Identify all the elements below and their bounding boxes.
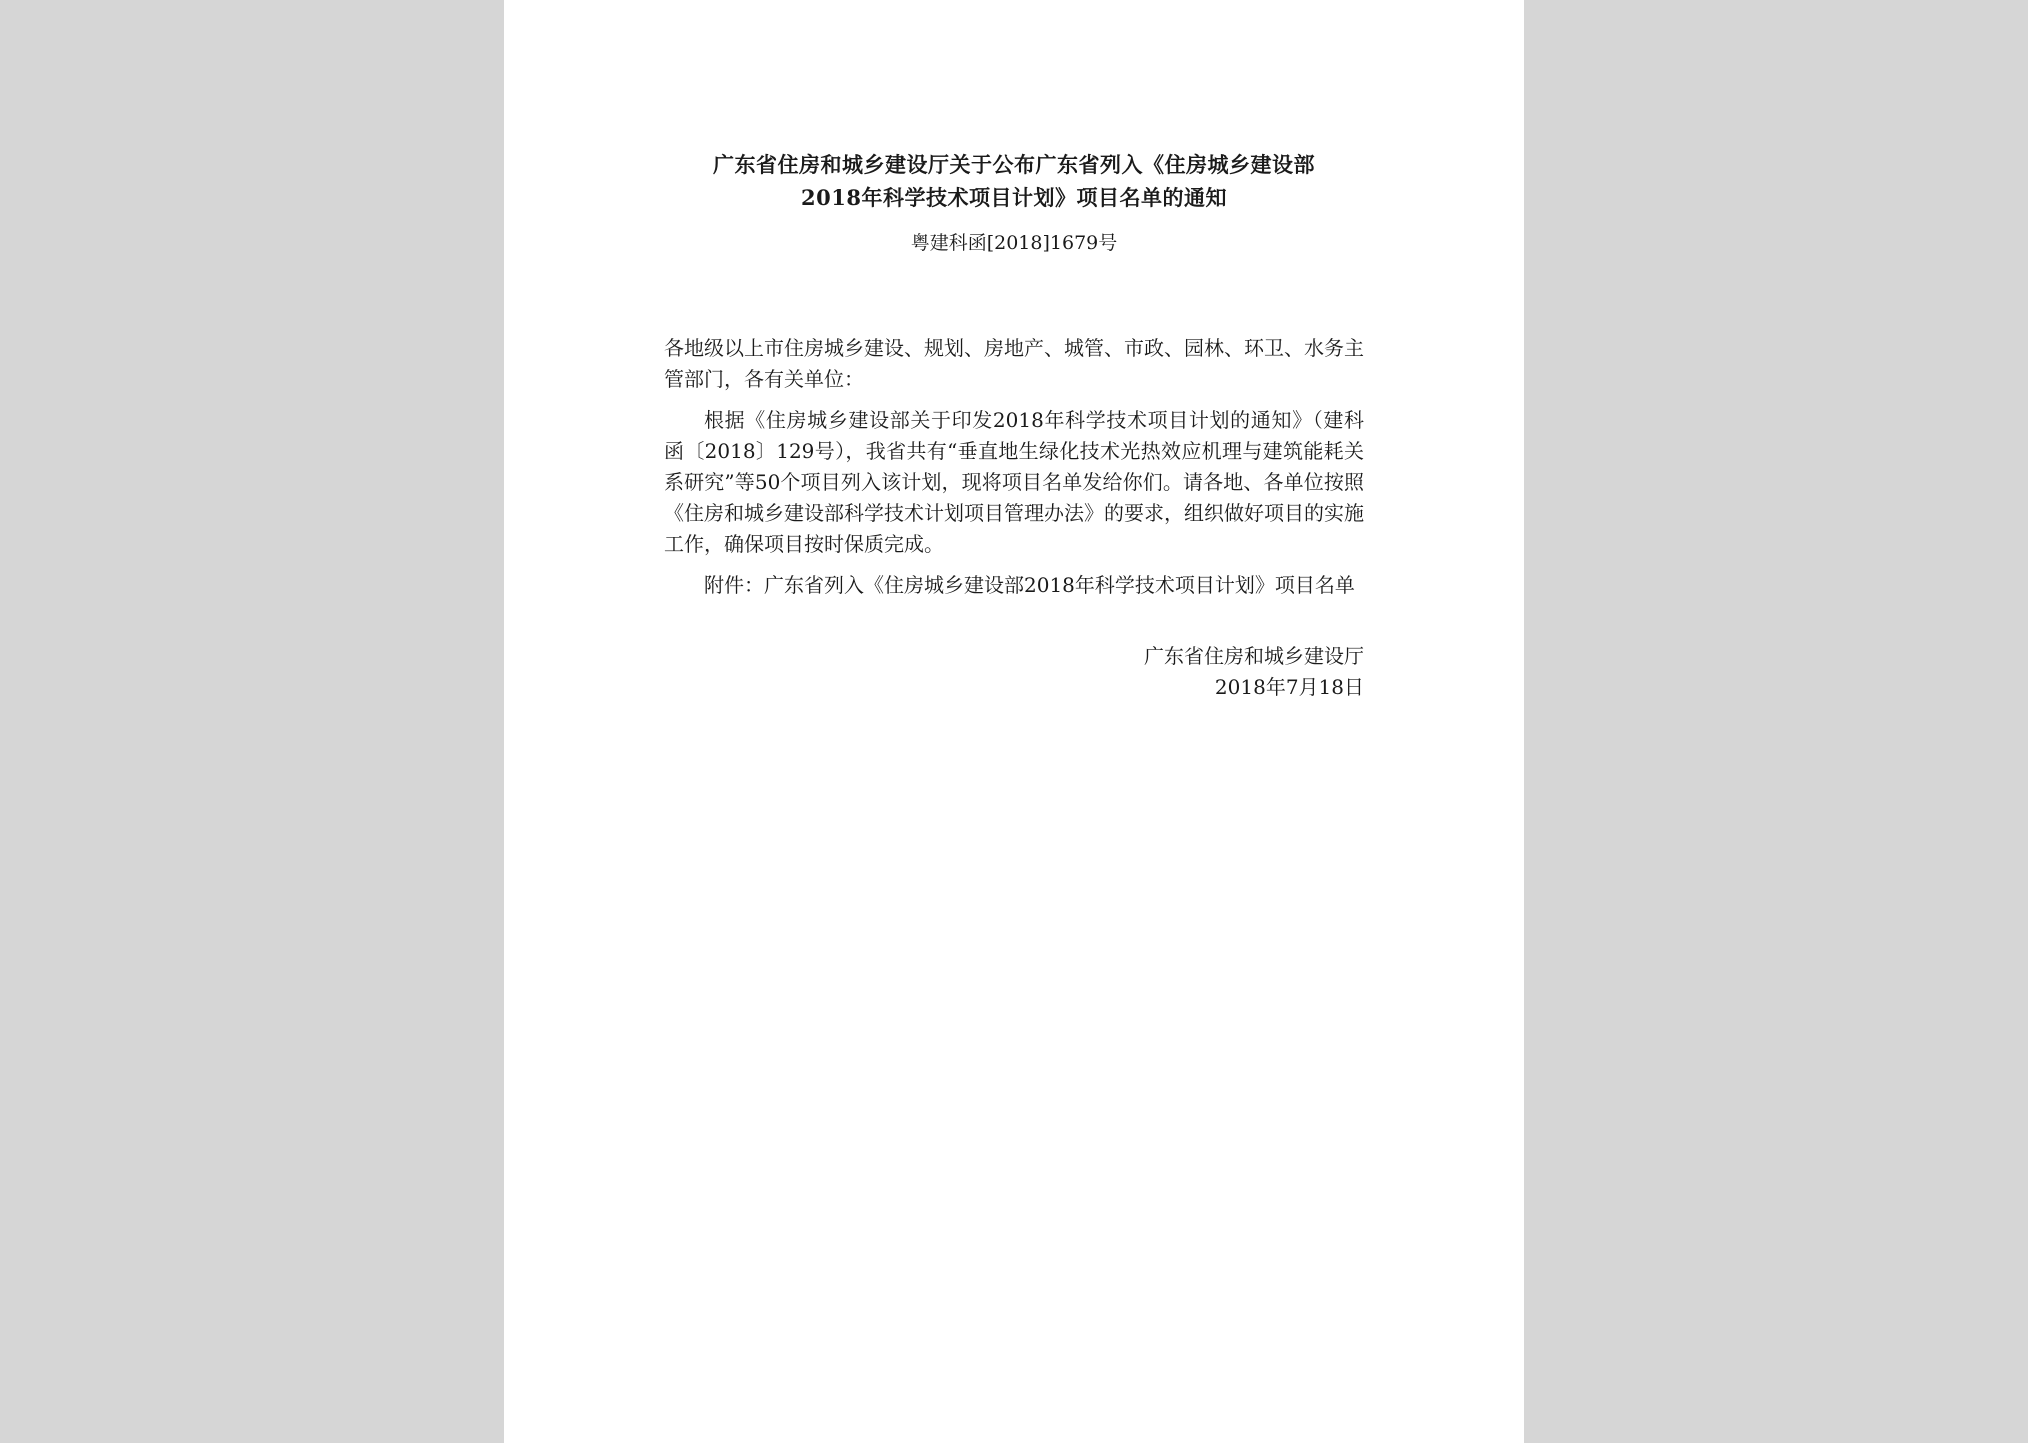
document-content [664,148,1364,703]
title-line-1: 广东省住房和城乡建设厅关于公布广东省列入《住房城乡建设部 [713,152,1315,177]
title-line-2: 2018年科学技术项目计划》项目名单的通知 [801,185,1227,210]
salutation: 各地级以上市住房城乡建设、规划、房地产、城管、市政、园林、环卫、水务主管部门，各有关单位： [664,336,1364,391]
document-title [664,148,1364,214]
body-paragraph: 根据《住房城乡建设部关于印发2018年科学技术项目计划的通知》（建科函〔2018〕129号），我省共有“垂直地生绿化技术光热效应机理与建筑能耗关系研究”等50个项目列入该计划，现将项目名单发给你们。请各地、各单位按照《住房和城乡建设部科学技术计划项目管理办法》的要求，组织做好项目的实施工作，确保项目按时保质完成。 [664,408,1364,556]
document-page [504,0,1524,1443]
signature-block [664,641,1364,703]
attachment-note: 附件：广东省列入《住房城乡建设部2018年科学技术项目计划》项目名单 [704,573,1355,597]
signature-date: 2018年7月18日 [1214,675,1364,699]
document-number: 粤建科函[2018]1679号 [910,232,1118,254]
signature-org: 广东省住房和城乡建设厅 [1144,644,1364,668]
